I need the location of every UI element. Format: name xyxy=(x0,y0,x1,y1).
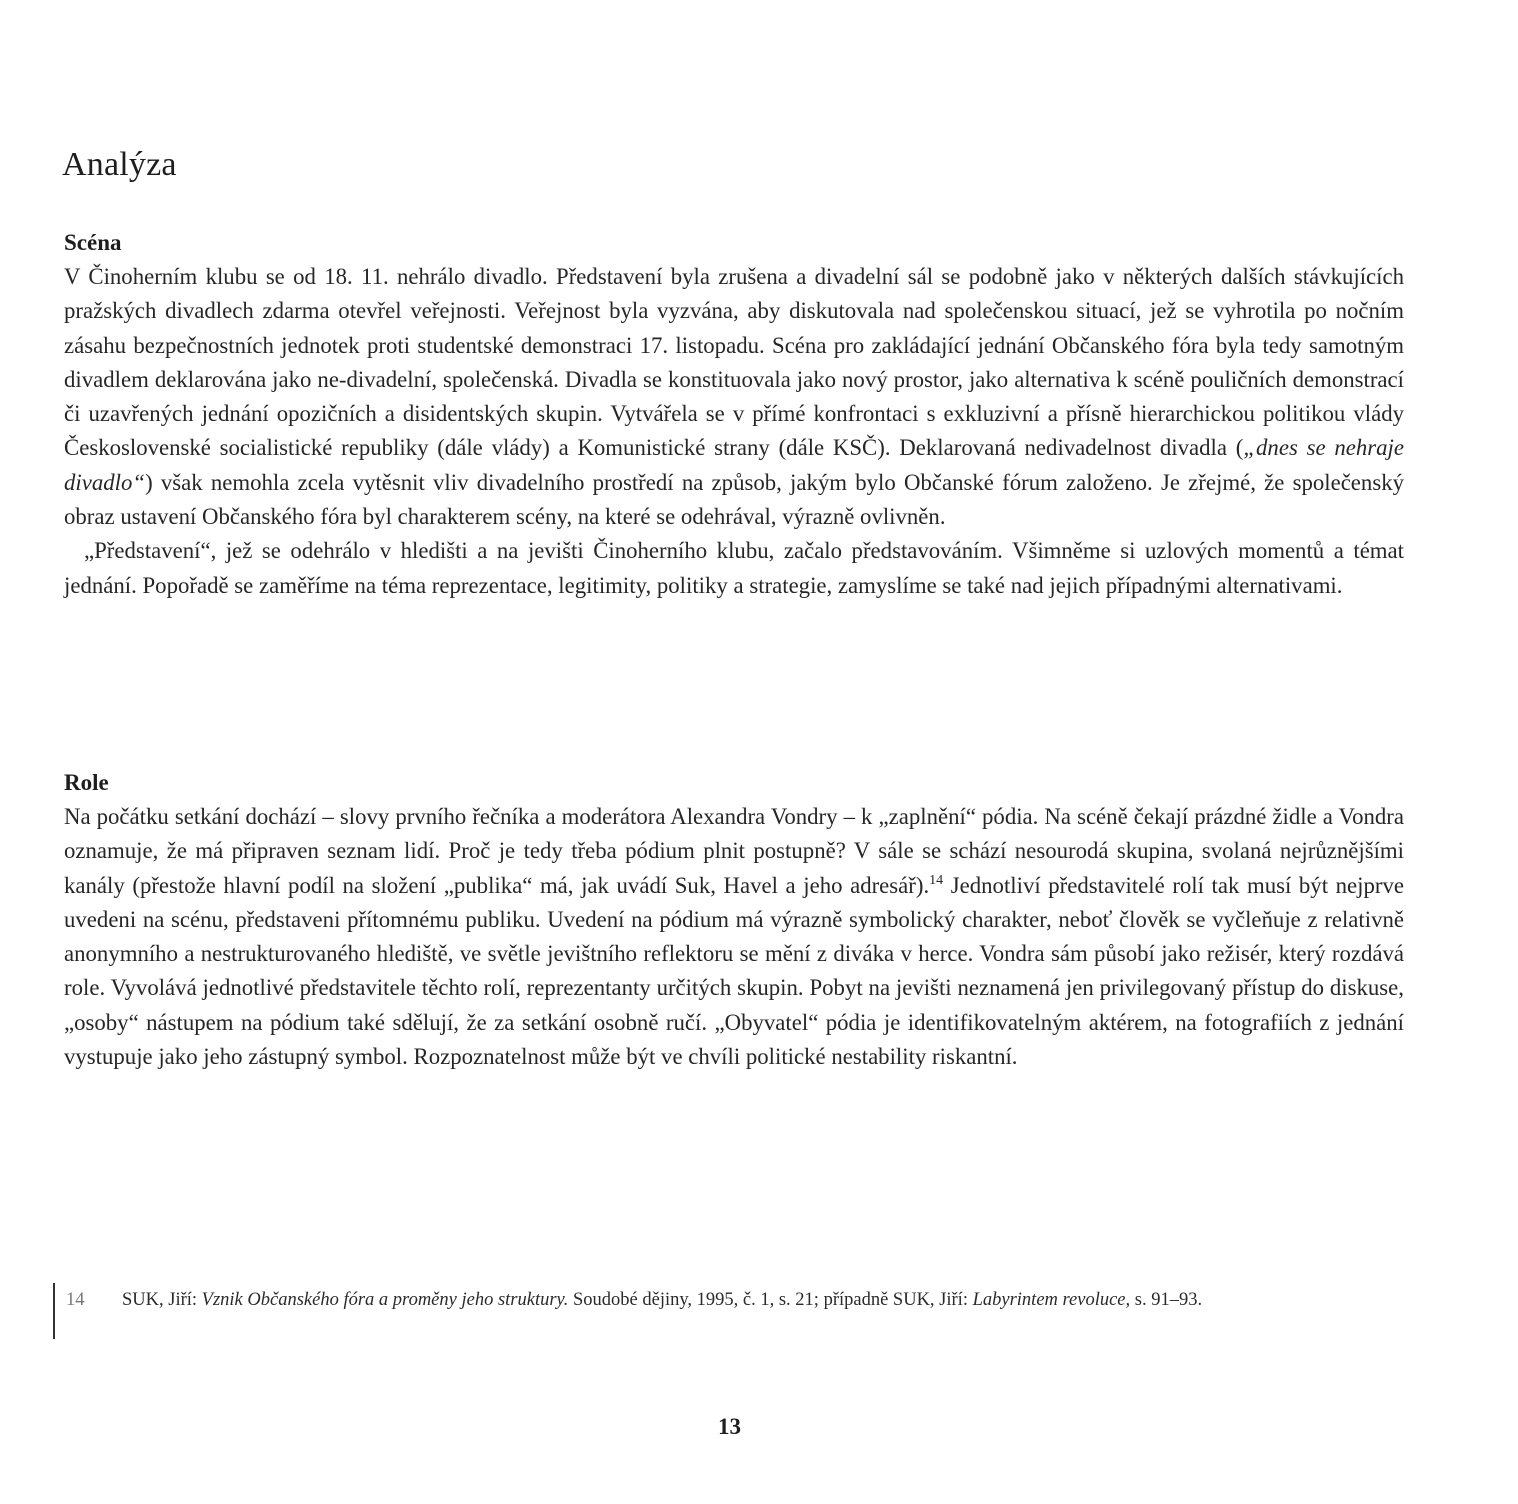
section-heading-scena: Scéna xyxy=(64,230,122,255)
chapter-title: Analýza xyxy=(62,146,177,183)
footnote xyxy=(66,1286,1406,1314)
paragraph-scena-2: „Představení“, jež se odehrálo v hledišti a na jevišti Činoherního klubu, začalo představováním. Všimněme si uzlových momentů a témat jednání. Popořadě se zaměříme na téma reprezentace, legitimity, politiky a strategie, zamyslíme se také nad jejich případnými alternativami. xyxy=(64,538,1404,598)
footnote-number: 14 xyxy=(66,1290,85,1310)
text-run: Na počátku setkání dochází – slovy prvního řečníka a moderátora Alexandra Vondry – k „zaplnění“ pódia. Na scéně čekají prázdné židle a Vondra oznamuje, že má připraven seznam lidí. Proč je tedy třeba pódium plnit postupně? V sále se schází nesourodá skupina, svolaná nejrůznějšími kanály (přestože hlavní podíl na složení „publika“ má, jak uvádí Suk, Havel a jeho adresář). xyxy=(64,804,1404,898)
text-run: SUK, Jiří: xyxy=(122,1290,202,1310)
paragraph-role-1 xyxy=(64,800,1404,1074)
footnote-rule xyxy=(53,1283,55,1339)
italic-title: Labyrintem revoluce, xyxy=(972,1290,1131,1310)
page-number: 13 xyxy=(718,1414,741,1439)
text-run: s. 91–93. xyxy=(1130,1290,1203,1310)
italic-title: Vznik Občanského fóra a proměny jeho struktury. xyxy=(201,1290,569,1310)
section-scena xyxy=(64,226,1404,603)
footnote-reference[interactable]: 14 xyxy=(929,872,944,888)
footnote-text xyxy=(122,1286,1406,1314)
text-run: Soudobé dějiny, 1995, č. 1, s. 21; případně SUK, Jiří: xyxy=(568,1290,973,1310)
text-run: V Činoherním klubu se od 18. 11. nehrálo divadlo. Představení byla zrušena a divadelní sál se podobně jako v některých dalších stávkujících pražských divadlech zdarma otevřel veřejnosti. Veřejnost byla vyzvána, aby diskutovala nad společenskou situací, jež se vyhrotila po nočním zásahu bezpečnostních jednotek proti studentské demonstraci 17. listopadu. Scéna pro zakládající jednání Občanského fóra byla tedy samotným divadlem deklarována jako ne-divadelní, společenská. Divadla se konstituovala jako nový prostor, jako alternativa k scéně pouličních demonstrací či uzavřených jednání opozičních a disidentských skupin. Vytvářela se v přímé konfrontaci s exkluzivní a přísně hierarchickou politikou vlády Československé socialistické republiky (dále vlády) a Komunistické strany (dále KSČ). Deklarovaná nedivadelnost divadla ( xyxy=(64,264,1404,461)
section-role xyxy=(64,766,1404,1074)
paragraph-scena-1 xyxy=(64,260,1404,534)
text-run: ) však nemohla zcela vytěsnit vliv divadelního prostředí na způsob, jakým bylo Občanské fórum založeno. Je zřejmé, že společenský obraz ustavení Občanského fóra byl charakterem scény, na které se odehrával, výrazně ovlivněn. xyxy=(64,469,1404,530)
section-heading-role: Role xyxy=(64,770,109,795)
text-run: Jednotliví představitelé rolí tak musí být nejprve uvedeni na scénu, představeni přítomnému publiku. Uvedení na pódium má výrazně symbolický charakter, neboť člověk se vyčleňuje z relativně anonymního a nestrukturovaného hlediště, ve světle jevištního reflektoru se mění z diváka v herce. Vondra sám působí jako režisér, který rozdává role. Vyvolává jednotlivé představitele těchto rolí, reprezentanty určitých skupin. Pobyt na jevišti neznamená jen privilegovaný přístup do diskuse, „osoby“ nástupem na pódium také sdělují, že za setkání osobně ručí. „Obyvatel“ pódia je identifikovatelným aktérem, na fotografiích z jednání vystupuje jako jeho zástupný symbol. Rozpoznatelnost může být ve chvíli politické nestability riskantní. xyxy=(64,872,1404,1070)
italic-quote: „dnes se nehraje divadlo“ xyxy=(64,435,1404,495)
